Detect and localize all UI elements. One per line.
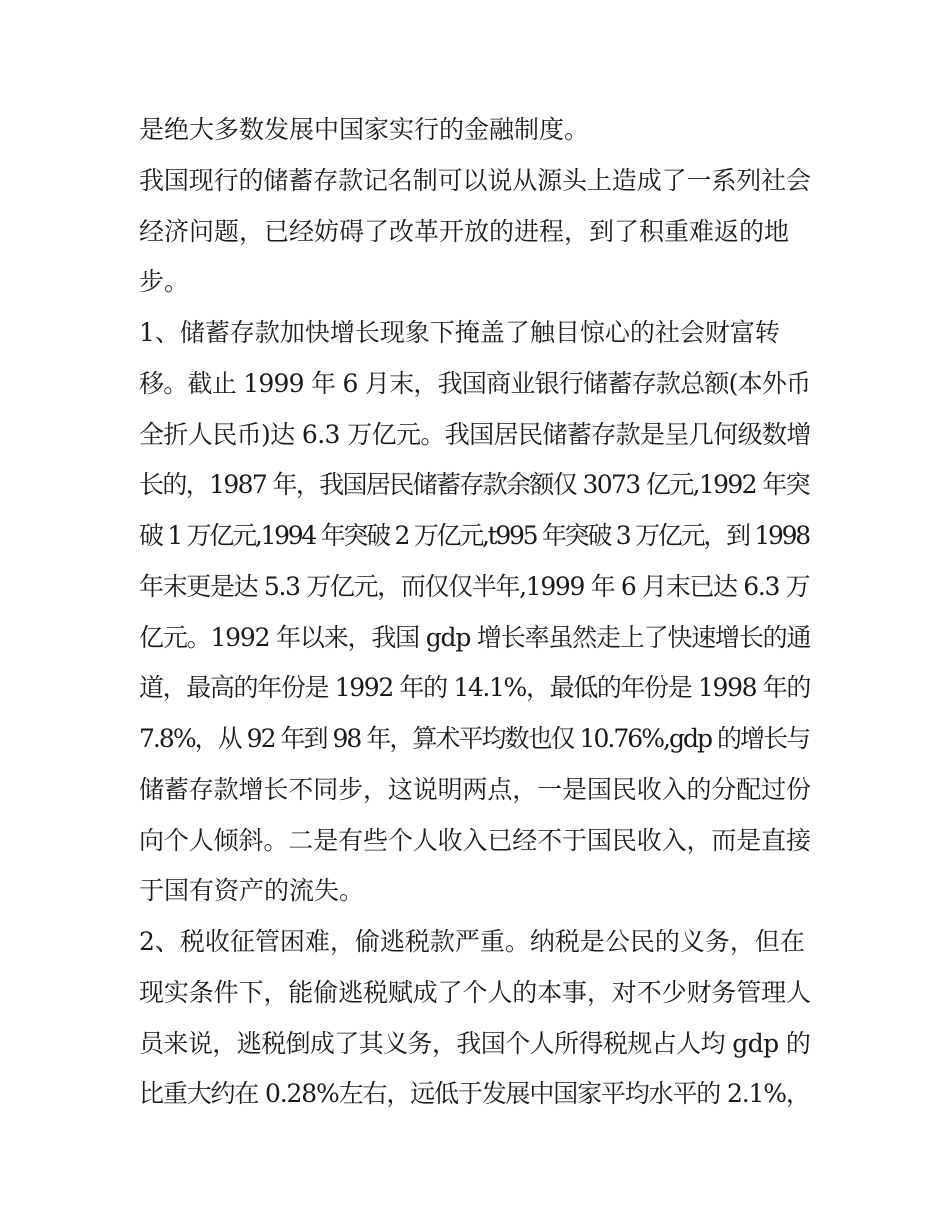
- text-line: 经济问题，已经妨碍了改革开放的进程，到了积重难返的地: [139, 217, 790, 246]
- text-line: 向个人倾斜。二是有些个人收入已经不于国民收入，而是直接: [139, 826, 811, 855]
- text-line: 储蓄存款增长不同步，这说明两点，一是国民收入的分配过份: [139, 775, 811, 804]
- text-line: 亿元。1992 年以来，我国 gdp 增长率虽然走上了快速增长的通: [139, 623, 811, 652]
- text-line: 年末更是达 5.3 万亿元，而仅仅半年,1999 年 6 月末已达 6.3 万: [139, 572, 810, 601]
- text-line: 1、储蓄存款加快增长现象下掩盖了触目惊心的社会财富转: [139, 318, 780, 347]
- text-line: 全折人民币)达 6.3 万亿元。我国居民储蓄存款是呈几何级数增: [139, 420, 811, 449]
- text-line: 我国现行的储蓄存款记名制可以说从源头上造成了一系列社会: [139, 166, 811, 195]
- text-line: 长的，1987 年，我国居民储蓄存款余额仅 3073 亿元,1992 年突: [139, 470, 809, 499]
- text-line: 员来说，逃税倒成了其义务，我国个人所得税规占人均 gdp 的: [139, 1029, 811, 1058]
- text-line: 移。截止 1999 年 6 月末，我国商业银行储蓄存款总额(本外币: [139, 369, 811, 398]
- text-line: 破 1 万亿元,1994 年突破 2 万亿元,t995 年突破 3 万亿元，到 1998: [139, 521, 809, 550]
- text-line: 步。: [139, 267, 190, 296]
- text-line: 现实条件下，能偷逃税赋成了个人的本事，对不少财务管理人: [139, 978, 811, 1007]
- text-line: 于国有资产的流失。: [139, 876, 365, 905]
- text-line: 道，最高的年份是 1992 年的 14.1%，最低的年份是 1998 年的: [139, 673, 811, 702]
- text-line: 比重大约在 0.28%左右，远低于发展中国家平均水平的 2.1%，: [139, 1079, 810, 1108]
- text-line: 7.8%，从 92 年到 98 年，算术平均数也仅 10.76%,gdp 的增长与: [139, 724, 810, 753]
- text-line: 2、税收征管困难，偷逃税款严重。纳税是公民的义务，但在: [139, 927, 805, 956]
- text-line: 是绝大多数发展中国家实行的金融制度。: [139, 115, 590, 144]
